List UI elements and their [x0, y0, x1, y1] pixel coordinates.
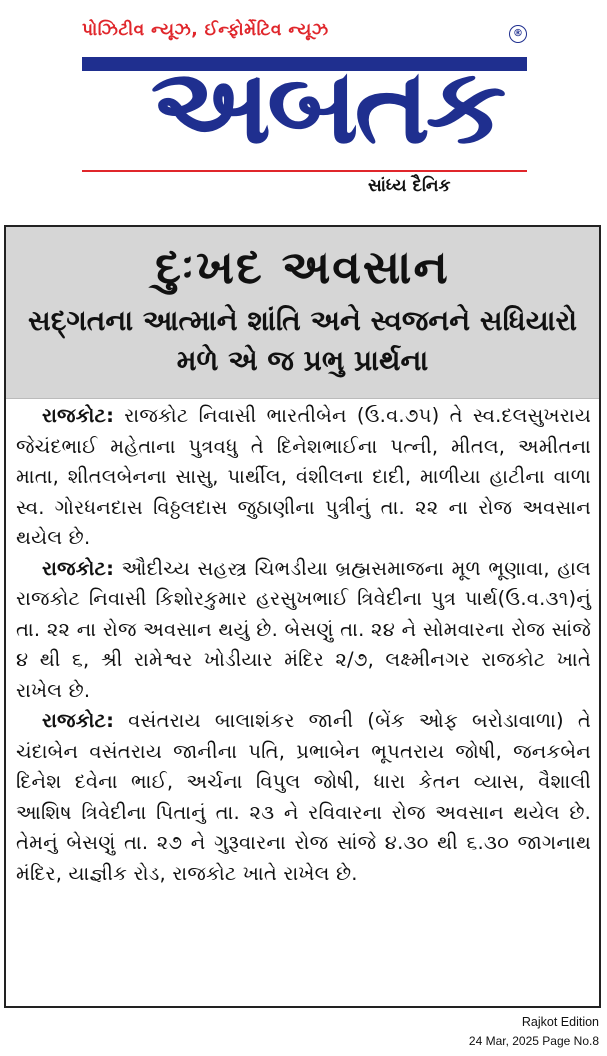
obituary-article	[4, 225, 601, 1008]
article-subhead: સદ્ગતના આત્માને શાંતિ અને સ્વજનને સધિયારો મળે એ જ પ્રભુ પ્રાર્થના	[28, 304, 577, 377]
article-headline: દુઃખદ અવસાન	[155, 240, 450, 294]
paragraph-dateline: રાજકોટ:	[42, 556, 115, 580]
subtitle-rule	[82, 170, 527, 172]
paragraph-dateline: રાજકોટ:	[42, 404, 115, 427]
masthead	[0, 0, 607, 215]
obituary-paragraph	[16, 706, 591, 889]
obituary-paragraph	[16, 554, 591, 707]
registered-mark: ®	[509, 25, 527, 43]
obituary-paragraph	[16, 401, 591, 554]
masthead-tagline: પોઝિટીવ ન્યૂઝ, ઈન્ફોર્મેટિવ ન્યૂઝ	[82, 20, 329, 40]
edition-name: Rajkot Edition	[521, 1015, 599, 1029]
paragraph-text: રાજકોટ નિવાસી ભારતીબેન (ઉ.વ.૭૫) તે સ્વ.દલસુખરાય જેચંદભાઈ મહેતાના પુત્રવધુ તે દિનેશભાઈના પત્ની, મીતલ, અમીતના માતા, શીતલબેનના સાસુ, પાર્થીલ, વંશીલના દાદી, માળીયા હાટીના વાળા સ્વ. ગોરધનદાસ વિઠ્ઠલદાસ જુઠાણીના પુત્રીનું તા. ૨૨ ના રોજ અવસાન થયેલ છે.	[16, 404, 591, 549]
article-body	[6, 399, 599, 889]
masthead-subtitle: સાંધ્ય દૈનિક	[368, 176, 451, 196]
edition-date-page: 24 Mar, 2025 Page No.8	[468, 1034, 599, 1048]
paragraph-text: વસંતરાય બાલાશંકર જાની (બેંક ઓફ બરોડાવાળા) તે ચંદાબેન વસંતરાય જાનીના પતિ, પ્રભાબેન ભૂપતરાય જોષી, જનકબેન દિનેશ દવેના ભાઈ, અર્ચના વિપુલ જોષી, ધારા કેતન વ્યાસ, વૈશાલી આશિષ ત્રિવેદીના પિતાનું તા. ૨૩ ને રવિવારના રોજ અવસાન થયેલ છે. તેમનું બેસણું તા. ૨૭ ને ગુરૂવારના રોજ સાંજે ૪.૩૦ થી ૬.૩૦ જાગનાથ મંદિર, યાજ્ઞીક રોડ, રાજકોટ ખાતે રાખેલ છે.	[16, 709, 591, 885]
paragraph-text: ઔદીચ્ય સહસ્ત્ર ચિભડીયા બ્રહ્મસમાજના મૂળ ભૂણાવા, હાલ રાજકોટ નિવાસી કિશોરકુમાર હરસુખભાઈ ત્રિવેદીના પુત્ર પાર્થ(ઉ.વ.૩૧)નું તા. ૨૨ ના રોજ અવસાન થયું છે. બેસણું તા. ૨૪ ને સોમવારના રોજ સાંજે ૪ થી ૬, શ્રી રામેશ્વર ખોડીયાર મંદિર ૨/૭, લક્ષ્મીનગર રાજકોટ ખાતે રાખેલ છે.	[16, 556, 591, 702]
edition-info	[469, 1013, 599, 1051]
newspaper-logo: અબતક	[150, 45, 503, 167]
article-header	[6, 227, 599, 399]
paragraph-dateline: રાજકોટ:	[42, 709, 115, 732]
